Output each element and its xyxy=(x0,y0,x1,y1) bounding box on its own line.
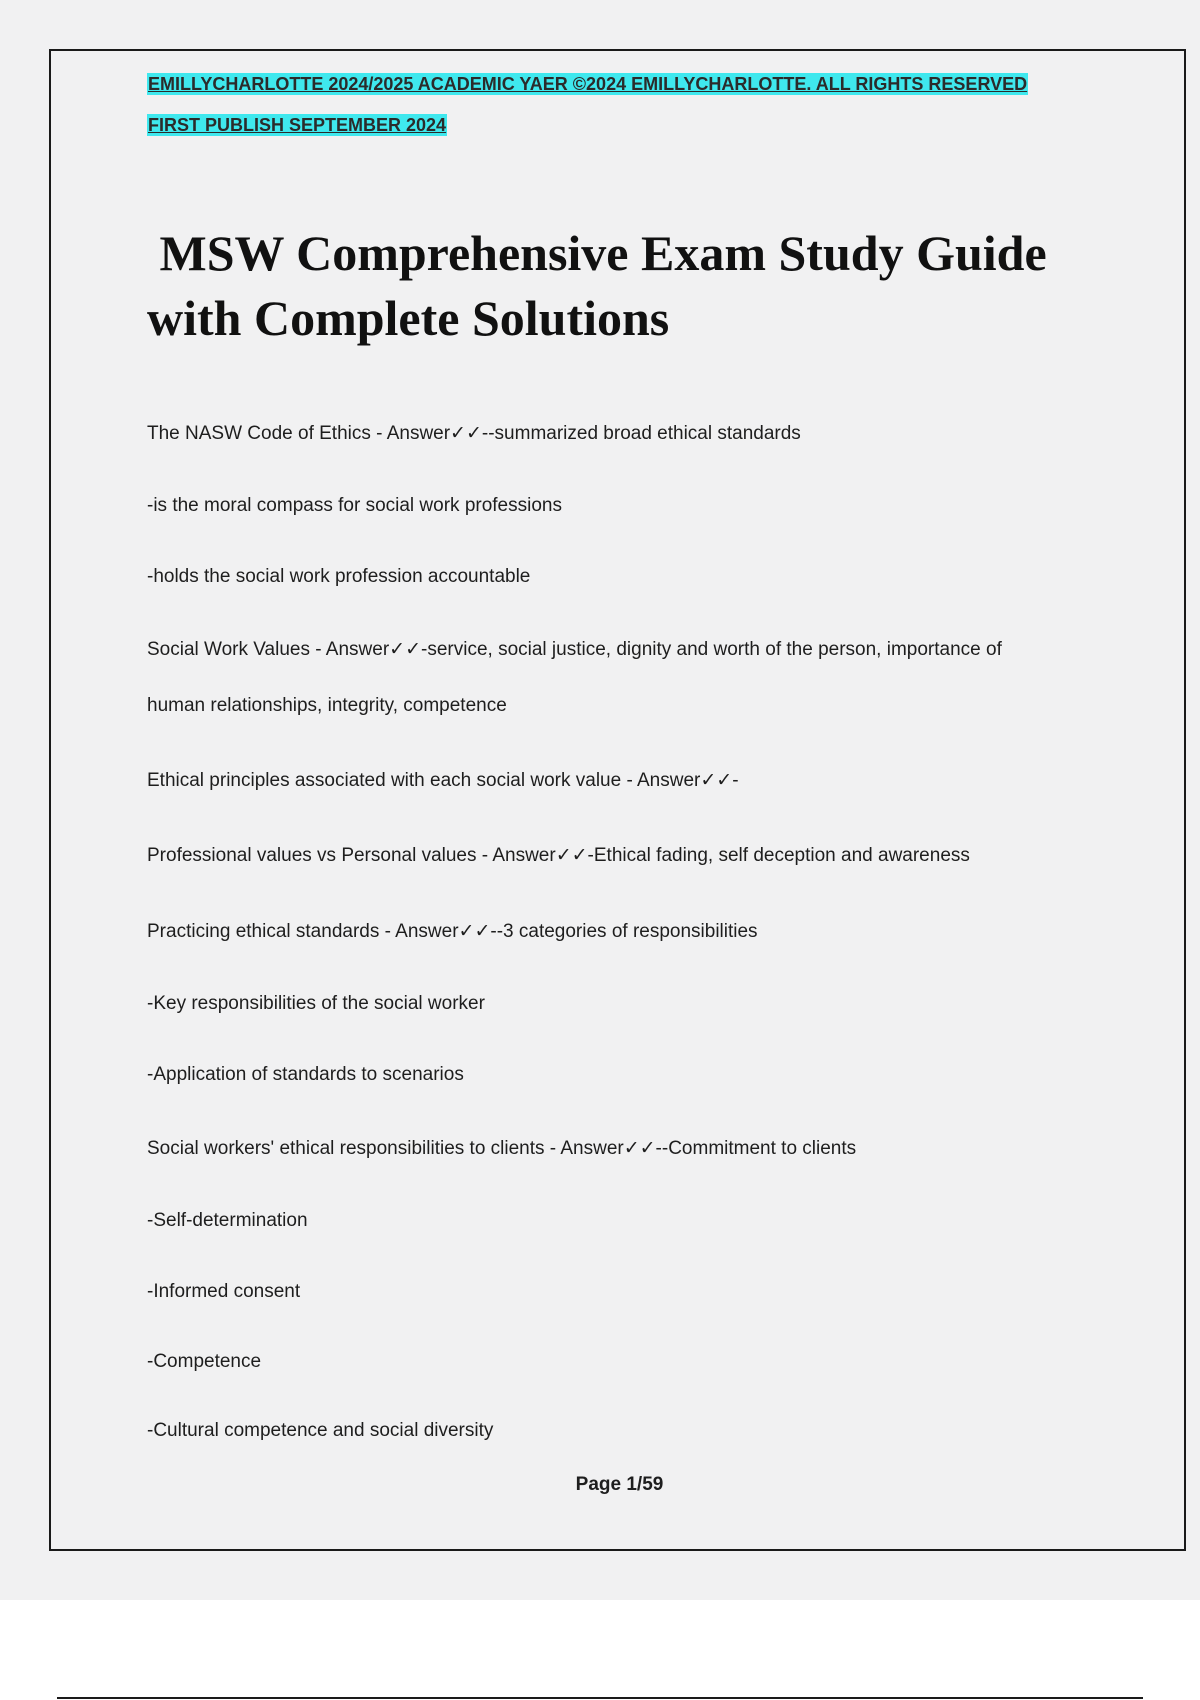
copyright-header: EMILLYCHARLOTTE 2024/2025 ACADEMIC YAER ©2024 EMILLYCHARLOTTE. ALL RIGHTS RESERVED xyxy=(148,74,1028,94)
text-line: human relationships, integrity, competence xyxy=(147,695,507,716)
text-line: Ethical principles associated with each social work value - Answer✓✓- xyxy=(147,770,739,791)
text-line: -is the moral compass for social work professions xyxy=(147,495,562,516)
text-line: Practicing ethical standards - Answer✓✓--3 categories of responsibilities xyxy=(147,921,758,942)
text-line: -Application of standards to scenarios xyxy=(147,1064,464,1085)
publish-date-header: FIRST PUBLISH SEPTEMBER 2024 xyxy=(148,115,447,135)
text-line: Social workers' ethical responsibilities to clients - Answer✓✓--Commitment to clients xyxy=(147,1138,857,1159)
text-line: -Cultural competence and social diversity xyxy=(147,1420,494,1441)
text-line: -Informed consent xyxy=(147,1281,301,1302)
page-number: Page 1/59 xyxy=(575,1474,664,1495)
text-line: -Key responsibilities of the social worker xyxy=(147,993,485,1014)
text-line: -Competence xyxy=(147,1351,262,1372)
text-line: Professional values vs Personal values - Answer✓✓-Ethical fading, self deception and awareness xyxy=(147,845,970,866)
text-line: -Self-determination xyxy=(147,1210,308,1231)
document-page xyxy=(49,49,1186,1551)
document-title: MSW Comprehensive Exam Study Guide with Complete Solutions xyxy=(147,225,1047,346)
next-page-border xyxy=(57,1697,1143,1699)
text-line: Social Work Values - Answer✓✓-service, social justice, dignity and worth of the person, importance of xyxy=(147,639,1002,660)
text-line: The NASW Code of Ethics - Answer✓✓--summarized broad ethical standards xyxy=(147,423,801,444)
text-line: -holds the social work profession accountable xyxy=(147,566,531,587)
